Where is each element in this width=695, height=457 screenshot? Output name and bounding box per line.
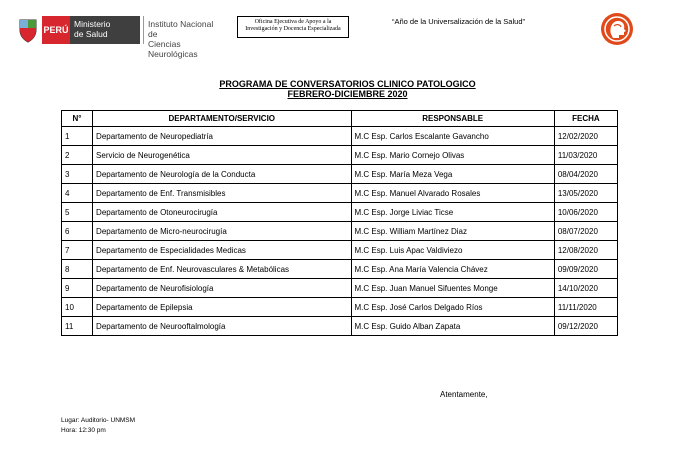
cell-department: Departamento de Enf. Transmisibles [93, 184, 351, 203]
cell-department: Servicio de Neurogenética [93, 146, 351, 165]
table-row [62, 260, 618, 279]
cell-department: Departamento de Neurología de la Conducta [93, 165, 351, 184]
cell-responsible: M.C Esp. Luis Apac Valdiviezo [351, 241, 554, 260]
cell-number: 11 [62, 317, 93, 336]
cell-date: 09/12/2020 [554, 317, 617, 336]
cell-responsible: M.C Esp. Jorge Liviac Ticse [351, 203, 554, 222]
cell-number: 2 [62, 146, 93, 165]
cell-number: 6 [62, 222, 93, 241]
table-row [62, 184, 618, 203]
cell-department: Departamento de Otoneurocirugía [93, 203, 351, 222]
table-row [62, 222, 618, 241]
program-title: PROGRAMA DE CONVERSATORIOS CLINICO PATOLOGICO [219, 79, 476, 89]
venue-text: Lugar: Auditorio- UNMSM [61, 417, 136, 424]
cell-date: 11/11/2020 [554, 298, 617, 317]
cell-date: 11/03/2020 [554, 146, 617, 165]
time-text: Hora: 12:30 pm [61, 427, 106, 434]
cell-responsible: M.C Esp. William Martínez Diaz [351, 222, 554, 241]
cell-date: 10/06/2020 [554, 203, 617, 222]
table-row [62, 317, 618, 336]
cell-responsible: M.C Esp. Manuel Alvarado Rosales [351, 184, 554, 203]
cell-department: Departamento de Enf. Neurovasculares & Metabólicas [93, 260, 351, 279]
anio-motto: “Año de la Universalización de la Salud” [392, 17, 525, 26]
col-header-date: FECHA [554, 111, 617, 127]
program-table [61, 110, 618, 336]
cell-date: 12/02/2020 [554, 127, 617, 146]
table-row [62, 127, 618, 146]
table-row [62, 298, 618, 317]
peru-label: PERÚ [42, 16, 70, 44]
cell-department: Departamento de Neuropediatría [93, 127, 351, 146]
oficina-label: Oficina Ejecutiva de Apoyo a la Investigación y Docencia Especializada [237, 16, 349, 38]
col-header-department: DEPARTAMENTO/SERVICIO [93, 111, 351, 127]
institute-logo-icon [600, 12, 634, 46]
table-row [62, 203, 618, 222]
cell-date: 14/10/2020 [554, 279, 617, 298]
cell-responsible: M.C Esp. Mario Cornejo Olivas [351, 146, 554, 165]
cell-number: 4 [62, 184, 93, 203]
cell-date: 08/04/2020 [554, 165, 617, 184]
cell-department: Departamento de Neurofisiología [93, 279, 351, 298]
table-row [62, 165, 618, 184]
table-row [62, 146, 618, 165]
cell-department: Departamento de Especialidades Medicas [93, 241, 351, 260]
cell-department: Departamento de Micro-neurocirugía [93, 222, 351, 241]
program-period: FEBRERO-DICIEMBRE 2020 [287, 89, 408, 99]
cell-number: 9 [62, 279, 93, 298]
instituto-label: Instituto Nacional de Ciencias Neurológicas [143, 16, 221, 44]
peru-shield-icon [14, 16, 42, 44]
table-row [62, 279, 618, 298]
cell-responsible: M.C Esp. Guido Alban Zapata [351, 317, 554, 336]
cell-number: 7 [62, 241, 93, 260]
event-details [61, 416, 135, 436]
table-row [62, 241, 618, 260]
cell-date: 13/05/2020 [554, 184, 617, 203]
cell-responsible: M.C Esp. Juan Manuel Sifuentes Monge [351, 279, 554, 298]
col-header-responsible: RESPONSABLE [351, 111, 554, 127]
col-header-number: N° [62, 111, 93, 127]
cell-number: 1 [62, 127, 93, 146]
cell-date: 12/08/2020 [554, 241, 617, 260]
cell-responsible: M.C Esp. José Carlos Delgado Ríos [351, 298, 554, 317]
cell-number: 3 [62, 165, 93, 184]
closing-text: Atentamente, [440, 390, 488, 399]
cell-number: 10 [62, 298, 93, 317]
cell-responsible: M.C Esp. Ana María Valencia Chávez [351, 260, 554, 279]
ministerio-label: Ministerio de Salud [70, 16, 140, 44]
cell-responsible: M.C Esp. María Meza Vega [351, 165, 554, 184]
cell-department: Departamento de Neurooftalmología [93, 317, 351, 336]
cell-number: 5 [62, 203, 93, 222]
cell-responsible: M.C Esp. Carlos Escalante Gavancho [351, 127, 554, 146]
cell-department: Departamento de Epilepsia [93, 298, 351, 317]
cell-date: 08/07/2020 [554, 222, 617, 241]
table-header-row [62, 111, 618, 127]
letterhead [0, 0, 695, 60]
cell-date: 09/09/2020 [554, 260, 617, 279]
cell-number: 8 [62, 260, 93, 279]
